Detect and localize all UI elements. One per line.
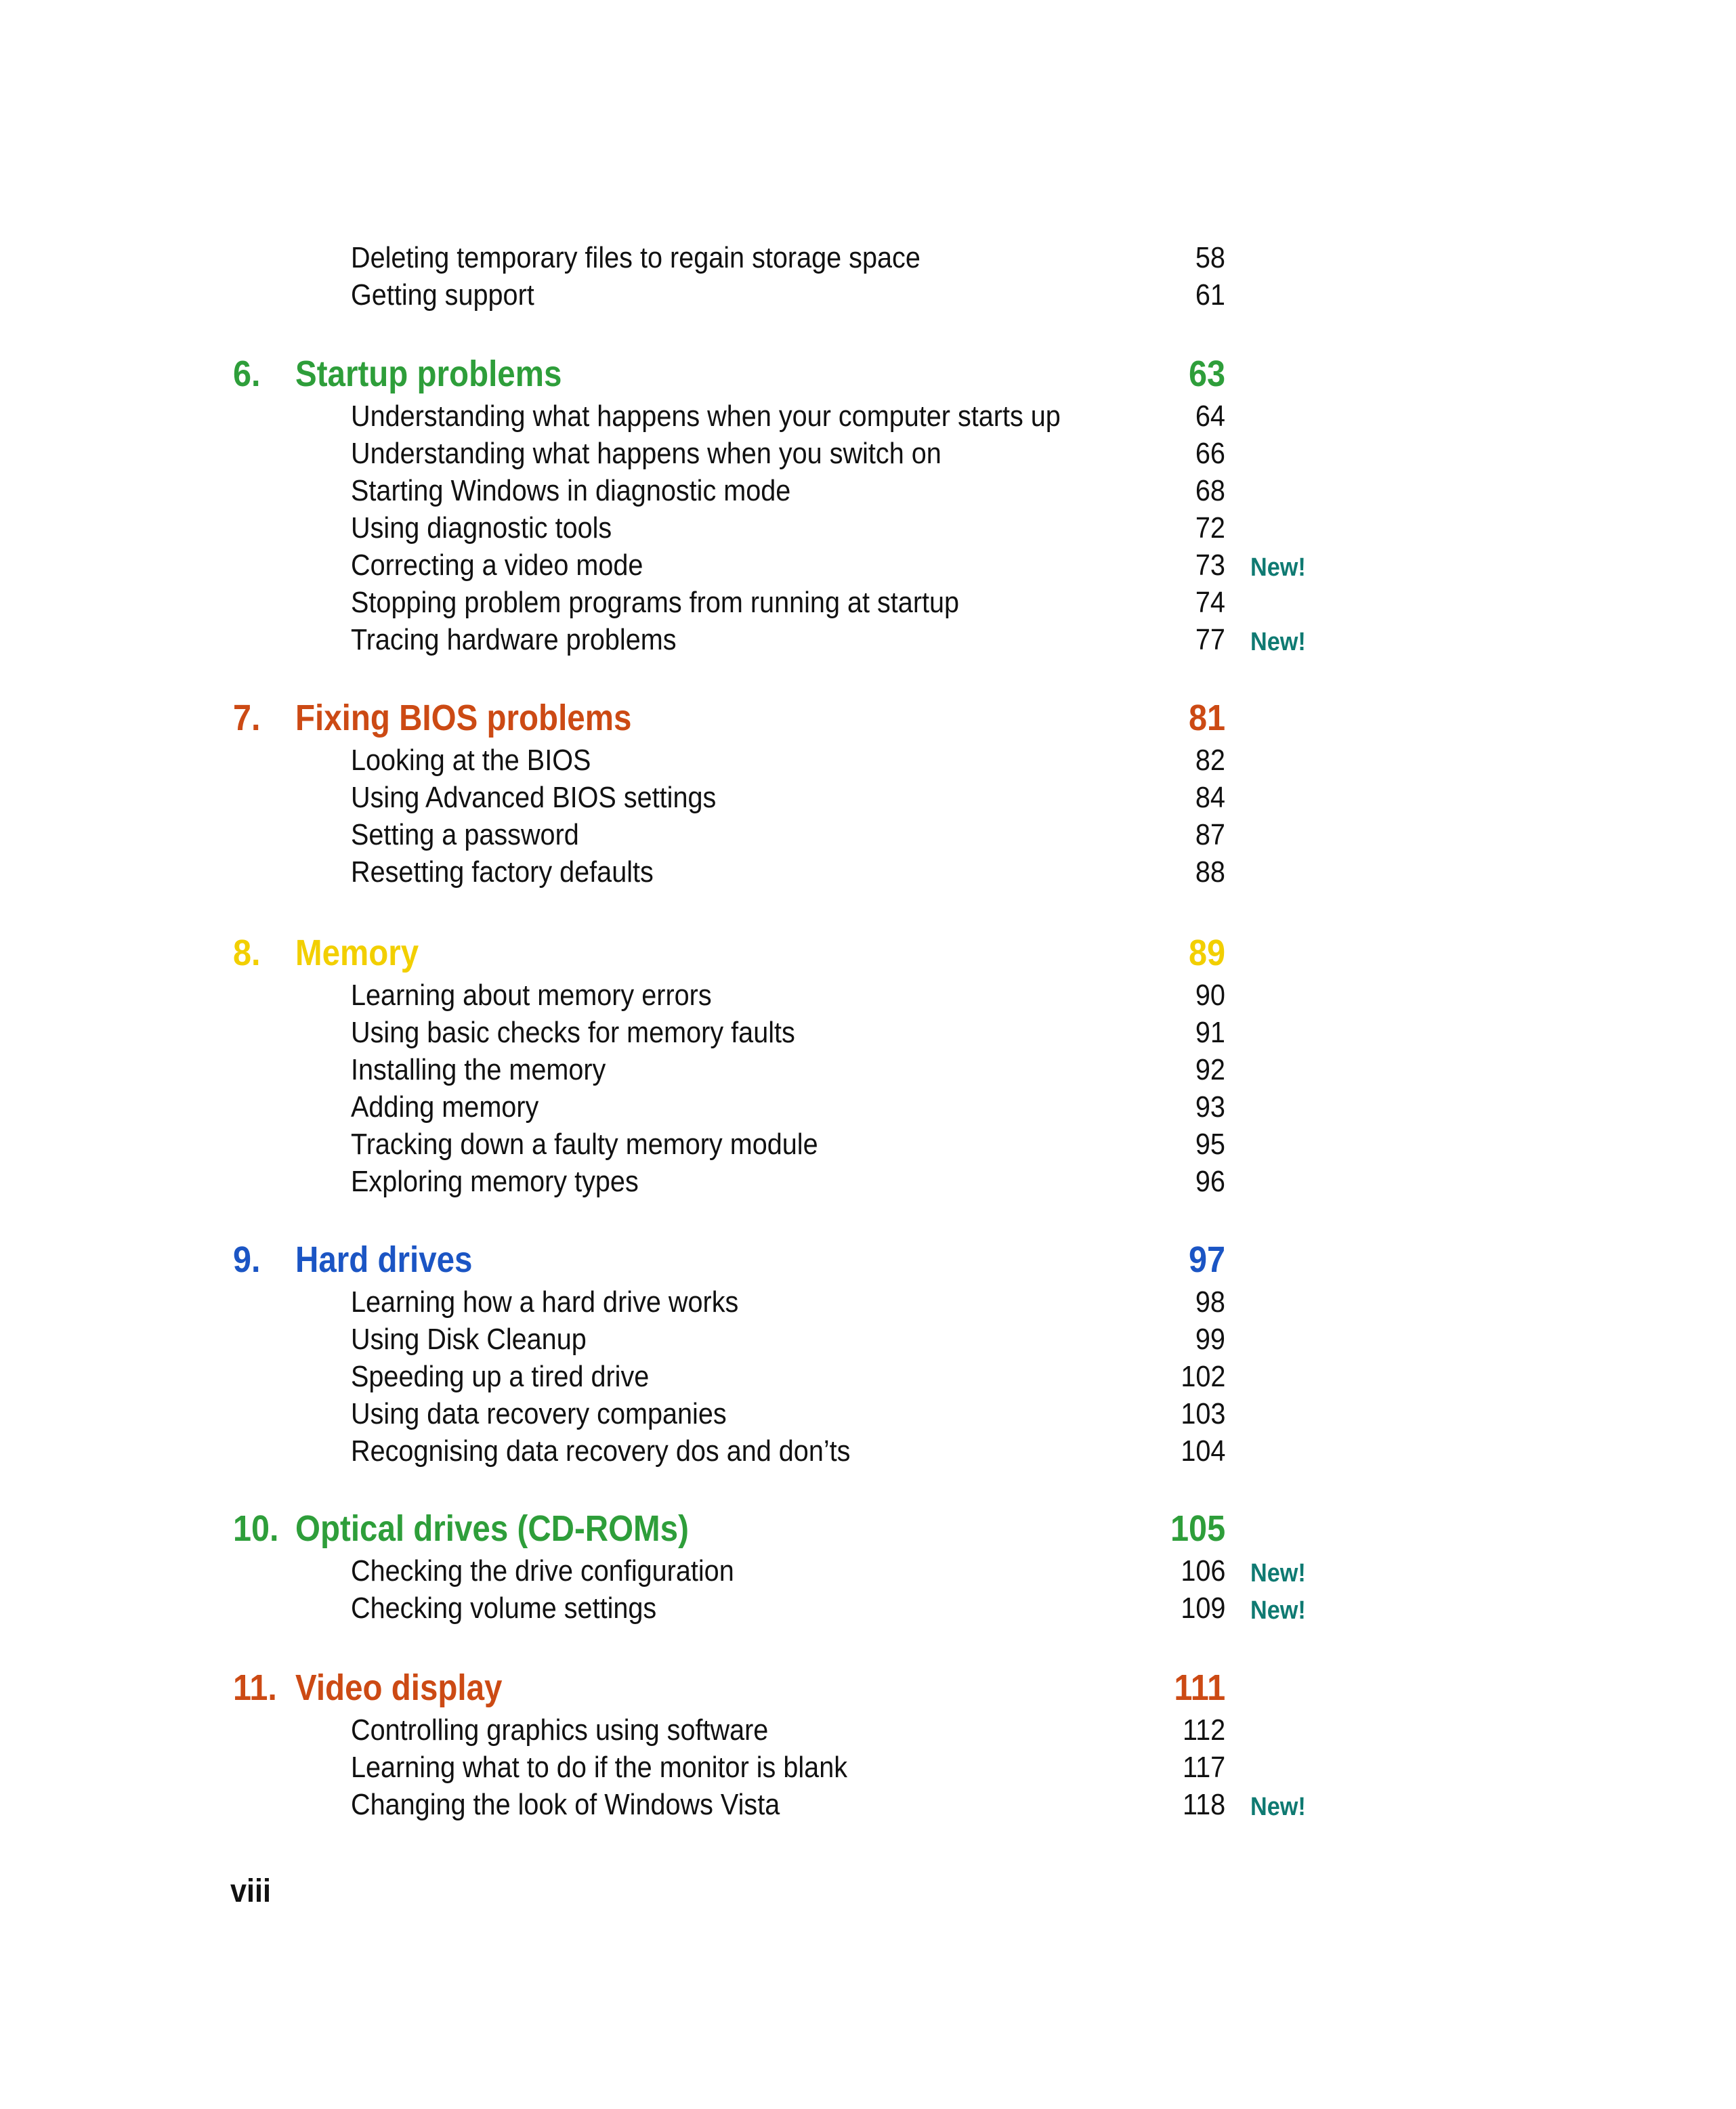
chapter-number: 8. [233, 933, 261, 973]
entry-title: Getting support [351, 278, 534, 312]
toc-entry [0, 1051, 1736, 1088]
entry-title: Tracking down a faulty memory module [351, 1128, 818, 1161]
new-badge: New! [1250, 553, 1306, 582]
entry-title: Checking volume settings [351, 1592, 657, 1625]
toc-entry [0, 1749, 1736, 1786]
entry-page-number: 90 [1195, 979, 1225, 1012]
entry-page-number: 93 [1195, 1090, 1225, 1124]
chapter-title: Optical drives (CD-ROMs) [295, 1508, 689, 1549]
chapter-title: Hard drives [295, 1239, 473, 1280]
toc-entry [0, 276, 1736, 314]
entry-page-number: 117 [1182, 1751, 1225, 1784]
toc-entry [0, 584, 1736, 621]
entry-title: Using diagnostic tools [351, 511, 612, 545]
entry-page-number: 106 [1180, 1554, 1225, 1588]
toc-entry [0, 435, 1736, 472]
entry-page-number: 98 [1195, 1285, 1225, 1319]
chapter-number: 11. [233, 1667, 277, 1708]
entry-title: Controlling graphics using software [351, 1713, 769, 1747]
entry-title: Understanding what happens when you switch on [351, 437, 941, 470]
entry-title: Tracing hardware problems [351, 623, 677, 656]
chapter-page-number: 105 [1170, 1508, 1225, 1549]
entry-title: Setting a password [351, 818, 579, 851]
chapter-heading [0, 350, 1736, 398]
entry-title: Stopping problem programs from running at startup [351, 586, 960, 619]
entry-page-number: 109 [1180, 1592, 1225, 1625]
entry-page-number: 118 [1182, 1788, 1225, 1821]
chapter-number: 9. [233, 1239, 261, 1280]
chapter-page-number: 63 [1188, 354, 1225, 394]
entry-title: Adding memory [351, 1090, 539, 1124]
entry-page-number: 88 [1195, 855, 1225, 889]
chapter-page-number: 111 [1174, 1667, 1225, 1708]
toc-entry [0, 977, 1736, 1014]
entry-title: Installing the memory [351, 1053, 606, 1086]
toc-entry [0, 1126, 1736, 1163]
toc-entry [0, 509, 1736, 547]
entry-title: Speeding up a tired drive [351, 1360, 650, 1393]
entry-title: Resetting factory defaults [351, 855, 654, 889]
entry-title: Learning how a hard drive works [351, 1285, 739, 1319]
entry-page-number: 77 [1195, 623, 1225, 656]
entry-title: Using data recovery companies [351, 1397, 727, 1430]
toc-entry [0, 742, 1736, 779]
chapter-number: 6. [233, 354, 261, 394]
new-badge: New! [1250, 1793, 1306, 1821]
entry-title: Deleting temporary files to regain storage space [351, 241, 920, 274]
entry-page-number: 112 [1182, 1713, 1225, 1747]
chapter-page-number: 97 [1188, 1239, 1225, 1280]
chapter-section [0, 1505, 1736, 1627]
entry-page-number: 99 [1195, 1323, 1225, 1356]
chapter-number: 7. [233, 698, 261, 738]
entry-page-number: 58 [1195, 241, 1225, 274]
entry-title: Recognising data recovery dos and don’ts [351, 1434, 851, 1468]
toc-entry [0, 779, 1736, 816]
entry-title: Looking at the BIOS [351, 744, 591, 777]
entry-page-number: 66 [1195, 437, 1225, 470]
entry-page-number: 73 [1195, 549, 1225, 582]
entry-title: Understanding what happens when your computer starts up [351, 400, 1061, 433]
entry-title: Exploring memory types [351, 1165, 639, 1198]
toc-entry [0, 1590, 1736, 1627]
toc-entry [0, 1358, 1736, 1395]
chapter-section [0, 1664, 1736, 1823]
entry-page-number: 92 [1195, 1053, 1225, 1086]
toc-entry [0, 1321, 1736, 1358]
entry-page-number: 91 [1195, 1016, 1225, 1049]
toc-entry [0, 1283, 1736, 1321]
toc-entry [0, 816, 1736, 853]
entry-page-number: 87 [1195, 818, 1225, 851]
chapter-number: 10. [233, 1508, 279, 1549]
chapter-title: Memory [295, 933, 419, 973]
toc-entry [0, 547, 1736, 584]
toc-entry [0, 853, 1736, 891]
entry-page-number: 103 [1180, 1397, 1225, 1430]
toc-entry [0, 1432, 1736, 1470]
toc-entry [0, 1395, 1736, 1432]
chapter-heading [0, 1505, 1736, 1552]
new-badge: New! [1250, 1559, 1306, 1588]
entry-page-number: 72 [1195, 511, 1225, 545]
chapter-heading [0, 929, 1736, 977]
entry-title: Learning what to do if the monitor is blank [351, 1751, 848, 1784]
entry-page-number: 95 [1195, 1128, 1225, 1161]
entry-title: Correcting a video mode [351, 549, 643, 582]
chapter-heading [0, 1664, 1736, 1711]
toc-entry [0, 621, 1736, 658]
entry-page-number: 102 [1180, 1360, 1225, 1393]
toc-entry [0, 1552, 1736, 1590]
entry-title: Using Advanced BIOS settings [351, 781, 717, 814]
chapter-section [0, 350, 1736, 658]
entry-page-number: 82 [1195, 744, 1225, 777]
chapter-section [0, 929, 1736, 1200]
toc-entry [0, 1786, 1736, 1823]
chapter-title: Video display [295, 1667, 503, 1708]
intro-entries [0, 239, 1736, 314]
chapter-section [0, 1236, 1736, 1470]
new-badge: New! [1250, 628, 1306, 656]
entry-page-number: 84 [1195, 781, 1225, 814]
toc-entry [0, 1711, 1736, 1749]
entry-title: Checking the drive configuration [351, 1554, 734, 1588]
page-number: viii [230, 1873, 272, 1909]
toc-entry [0, 472, 1736, 509]
entry-page-number: 68 [1195, 474, 1225, 507]
entry-page-number: 104 [1180, 1434, 1225, 1468]
toc-entry [0, 398, 1736, 435]
chapter-heading [0, 694, 1736, 742]
entry-page-number: 96 [1195, 1165, 1225, 1198]
toc-entry [0, 1163, 1736, 1200]
chapter-heading [0, 1236, 1736, 1283]
entry-page-number: 61 [1195, 278, 1225, 312]
chapter-page-number: 89 [1188, 933, 1225, 973]
chapter-page-number: 81 [1188, 698, 1225, 738]
chapter-title: Startup problems [295, 354, 562, 394]
entry-title: Using Disk Cleanup [351, 1323, 587, 1356]
chapter-title: Fixing BIOS problems [295, 698, 632, 738]
entry-title: Using basic checks for memory faults [351, 1016, 795, 1049]
entry-page-number: 64 [1195, 400, 1225, 433]
new-badge: New! [1250, 1596, 1306, 1625]
toc-entry [0, 1014, 1736, 1051]
entry-title: Learning about memory errors [351, 979, 712, 1012]
entry-title: Starting Windows in diagnostic mode [351, 474, 791, 507]
chapter-section [0, 694, 1736, 891]
entry-title: Changing the look of Windows Vista [351, 1788, 780, 1821]
toc-entry [0, 239, 1736, 276]
toc-entry [0, 1088, 1736, 1126]
entry-page-number: 74 [1195, 586, 1225, 619]
